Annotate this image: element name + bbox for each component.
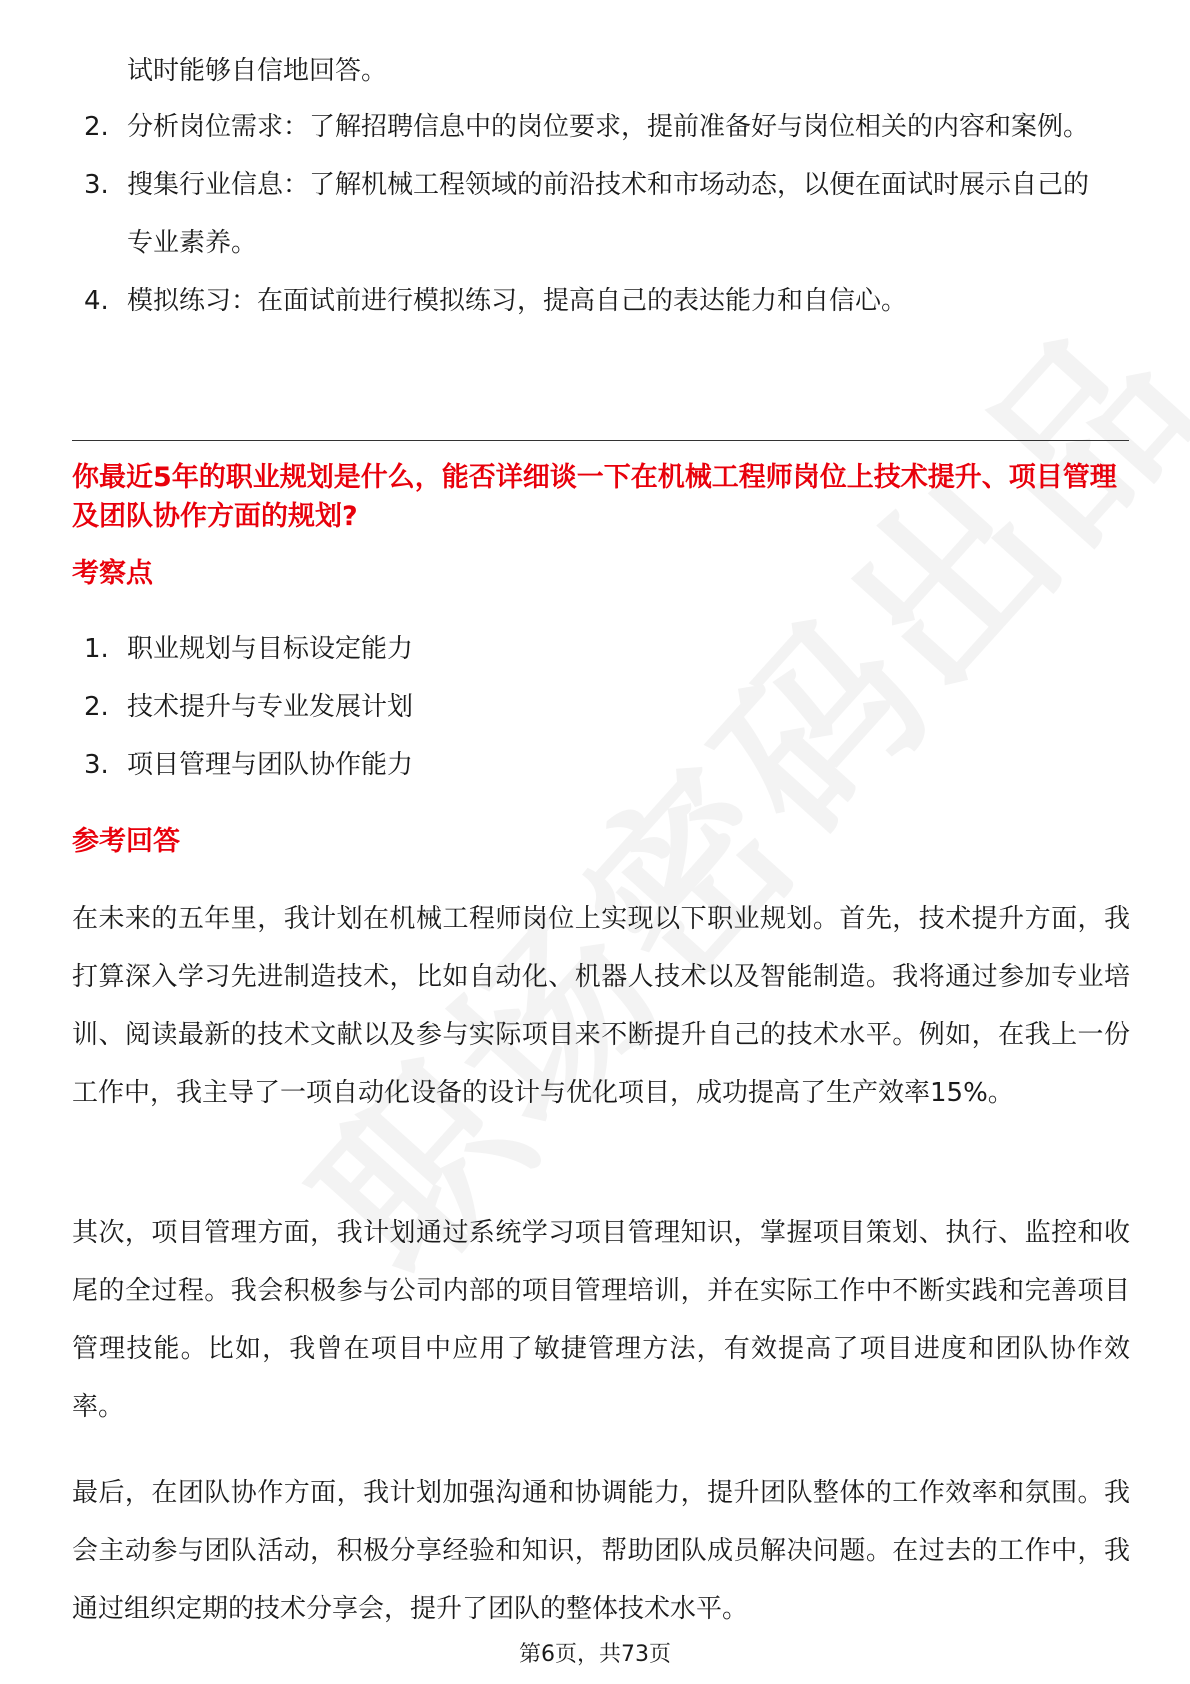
list-item [72, 620, 1112, 678]
answer-paragraph: 最后，在团队协作方面，我计划加强沟通和协调能力，提升团队整体的工作效率和氛围。我会主动参与团队活动，积极分享经验和知识，帮助团队成员解决问题。在过去的工作中，我通过组织定期的技术分享会，提升了团队的整体技术水平。 [72, 1478, 1130, 1624]
answer-paragraph: 在未来的五年里，我计划在机械工程师岗位上实现以下职业规划。首先，技术提升方面，我打算深入学习先进制造技术，比如自动化、机器人技术以及智能制造。我将通过参加专业培训、阅读最新的技术文献以及参与实际项目来不断提升自己的技术水平。例如，在我上一份工作中，我主导了一项自动化设备的设计与优化项目，成功提高了生产效率15%。 [72, 904, 1130, 1108]
list-item [72, 272, 1112, 330]
list-item-text: 分析岗位需求：了解招聘信息中的岗位要求，提前准备好与岗位相关的内容和案例。 [127, 112, 1090, 142]
list-item-number: 4. [84, 286, 109, 316]
page-number-footer: 第6页，共73页 [519, 1642, 671, 1667]
list-item-number: 2. [84, 112, 109, 142]
question-heading: 你最近5年的职业规划是什么，能否详细谈一下在机械工程师岗位上技术提升、项目管理及团队协作方面的规划? [72, 462, 1117, 532]
list-item [72, 98, 1112, 156]
list-item-number: 3. [84, 750, 109, 780]
answer-heading: 参考回答 [72, 826, 180, 857]
list-item [72, 678, 1112, 736]
section-divider [72, 440, 1129, 441]
list-item-number: 2. [84, 692, 109, 722]
list-item-text: 技术提升与专业发展计划 [127, 692, 414, 722]
list-item [72, 156, 1112, 272]
list-continuation-text: 试时能够自信地回答。 [127, 56, 388, 86]
list-item-number: 1. [84, 634, 109, 664]
preparation-list [72, 98, 1112, 330]
list-item [72, 736, 1112, 794]
list-item-text: 模拟练习：在面试前进行模拟练习，提高自己的表达能力和自信心。 [127, 286, 908, 316]
points-heading: 考察点 [72, 558, 153, 589]
list-item-number: 3. [84, 170, 109, 200]
answer-paragraph: 其次，项目管理方面，我计划通过系统学习项目管理知识，掌握项目策划、执行、监控和收尾的全过程。我会积极参与公司内部的项目管理培训，并在实际工作中不断实践和完善项目管理技能。比如，我曾在项目中应用了敏捷管理方法，有效提高了项目进度和团队协作效率。 [72, 1218, 1130, 1422]
points-list [72, 620, 1112, 794]
list-item-text: 搜集行业信息：了解机械工程领域的前沿技术和市场动态，以便在面试时展示自己的专业素养。 [127, 170, 1090, 258]
list-item-text: 职业规划与目标设定能力 [127, 634, 414, 664]
list-item-text: 项目管理与团队协作能力 [127, 750, 414, 780]
